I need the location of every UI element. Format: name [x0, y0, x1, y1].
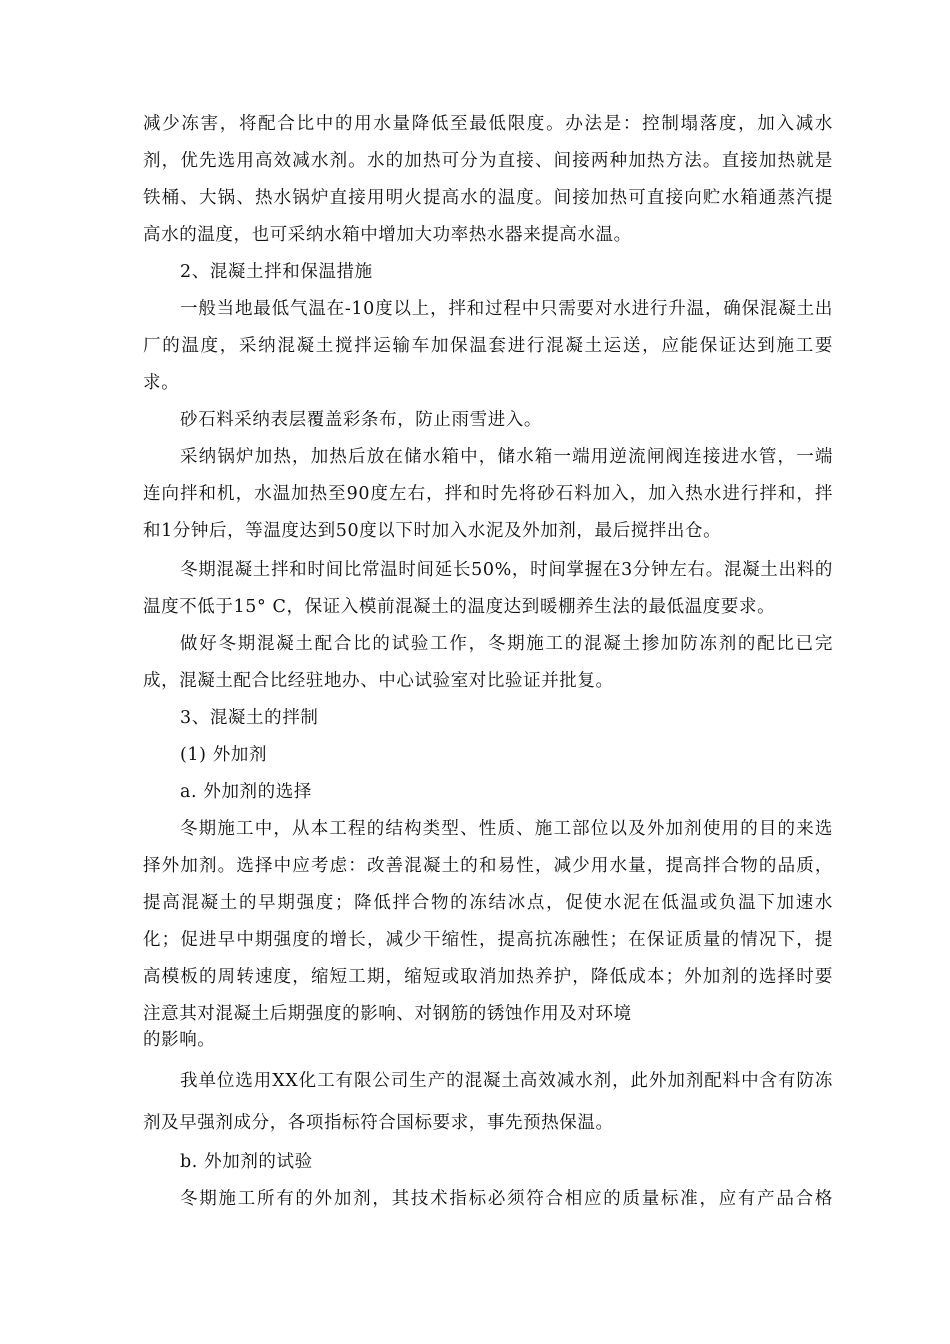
body-text-line: 高水的温度，也可采纳水箱中增加大功率热水器来提高水温。	[143, 225, 632, 245]
body-text-line: 和1分钟后，等温度达到50度以下时加入水泥及外加剂，最后搅拌出仓。	[143, 521, 722, 541]
section-heading: 3、混凝土的拌制	[180, 708, 319, 728]
body-text-line: 铁桶、大锅、热水锅炉直接用明火提高水的温度。间接加热可直接向贮水箱通蒸汽提	[143, 188, 833, 208]
body-text-line: 减少冻害，将配合比中的用水量降低至最低限度。办法是：控制塌落度，加入减水	[143, 114, 833, 134]
body-text-line: 厂的温度，采纳混凝土搅拌运输车加保温套进行混凝土运送，应能保证达到施工要	[143, 336, 833, 356]
subsection-heading: a. 外加剂的选择	[180, 782, 312, 802]
body-text-line: 冬期混凝土拌和时间比常温时间延长50%，时间掌握在3分钟左右。混凝土出料的	[180, 560, 833, 580]
body-text-line: 一般当地最低气温在-10度以上，拌和过程中只需要对水进行升温，确保混凝土出	[180, 299, 833, 319]
body-text-line: 求。	[143, 373, 180, 393]
body-text-line: 高模板的周转速度，缩短工期，缩短或取消加热养护，降低成本；外加剂的选择时要	[143, 967, 833, 987]
body-text-line: 化；促进早中期强度的增长，减少干缩性，提高抗冻融性；在保证质量的情况下，提	[143, 930, 833, 950]
section-heading: 2、混凝土拌和保温措施	[180, 262, 373, 282]
body-text-line: 做好冬期混凝土配合比的试验工作，冬期施工的混凝土掺加防冻剂的配比已完	[180, 634, 833, 654]
body-text-line: 冬期施工所有的外加剂，其技术指标必须符合相应的质量标准，应有产品合格	[180, 1189, 833, 1209]
body-text-line: 注意其对混凝土后期强度的影响、对钢筋的锈蚀作用及对环境	[143, 1004, 632, 1024]
body-text-line: 温度不低于15° C，保证入模前混凝土的温度达到暖棚养生法的最低温度要求。	[143, 597, 776, 617]
body-text-line: 择外加剂。选择中应考虑：改善混凝土的和易性，减少用水量，提高拌合物的品质，	[143, 856, 833, 876]
body-text-line: 的影响。	[143, 1030, 216, 1050]
body-text-line: 我单位选用XX化工有限公司生产的混凝土高效减水剂，此外加剂配料中含有防冻	[180, 1071, 833, 1091]
body-text-line: 剂，优先选用高效减水剂。水的加热可分为直接、间接两种加热方法。直接加热就是	[143, 151, 833, 171]
subsection-heading: b. 外加剂的试验	[180, 1152, 313, 1172]
body-text-line: 连向拌和机，水温加热至90度左右，拌和时先将砂石料加入，加入热水进行拌和，拌	[143, 484, 833, 504]
body-text-line: 冬期施工中，从本工程的结构类型、性质、施工部位以及外加剂使用的目的来选	[180, 819, 833, 839]
subsection-heading: (1) 外加剂	[180, 745, 268, 765]
body-text-line: 砂石料采纳表层覆盖彩条布，防止雨雪进入。	[180, 410, 542, 430]
body-text-line: 提高混凝土的早期强度；降低拌合物的冻结冰点，促使水泥在低温或负温下加速水	[143, 893, 833, 913]
body-text-line: 采纳锅炉加热，加热后放在储水箱中，储水箱一端用逆流闸阀连接进水管，一端	[180, 447, 833, 467]
body-text-line: 成，混凝土配合比经驻地办、中心试验室对比验证并批复。	[143, 671, 614, 691]
body-text-line: 剂及早强剂成分，各项指标符合国标要求，事先预热保温。	[143, 1113, 614, 1133]
